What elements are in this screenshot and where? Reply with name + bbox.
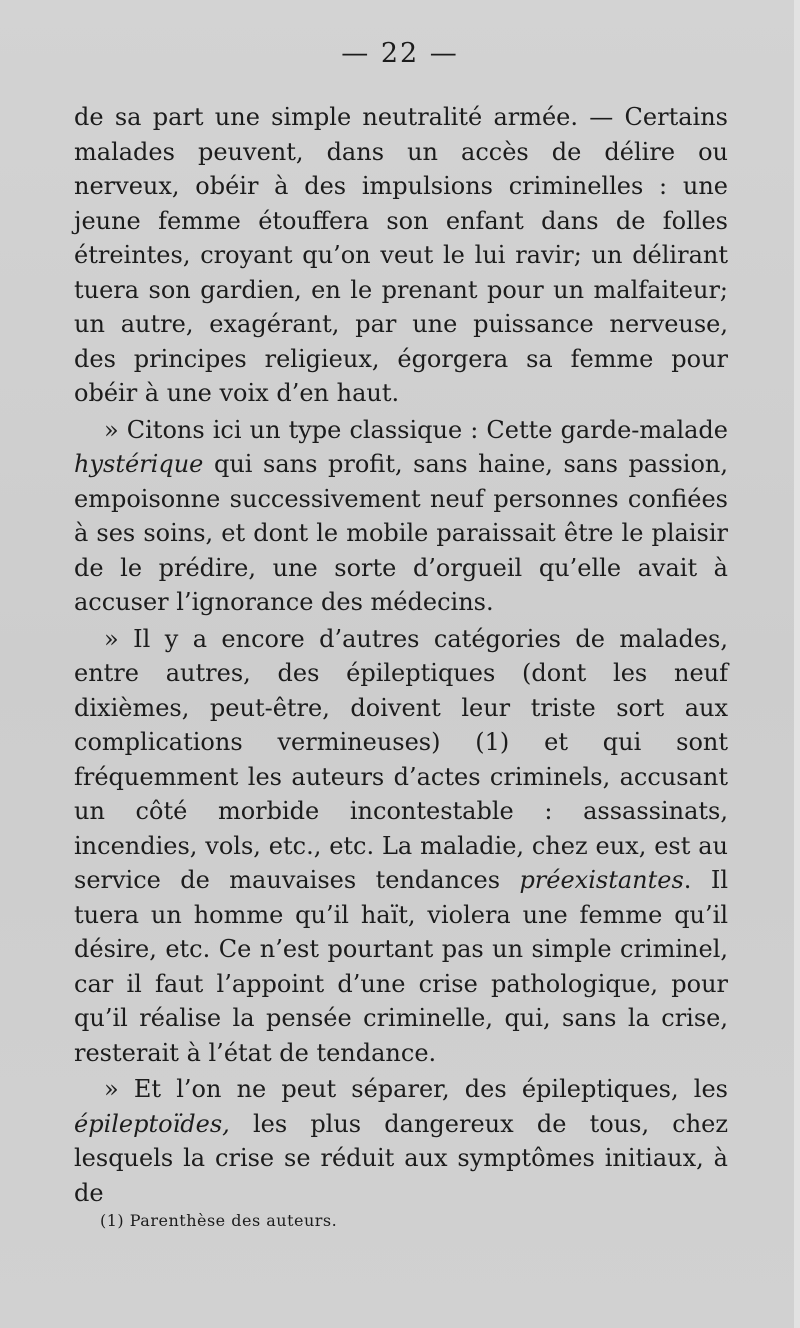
paragraph <box>74 622 728 1071</box>
paragraph <box>74 1072 728 1210</box>
paragraph: de sa part une simple neutralité armée. — Certains malades peuvent, dans un accès de délire ou nerveux, obéir à des impulsions criminelles : une jeune femme étouffera son enfant dans de folles étreintes, croyant qu’on veut le lui ravir; un délirant tuera son gardien, en le prenant pour un malfaiteur; un autre, exagérant, par une puissance nerveuse, des principes religieux, égorgera sa femme pour obéir à une voix d’en haut. <box>74 103 728 407</box>
page-number: — 22 — <box>341 38 459 69</box>
body-text <box>74 100 728 1210</box>
italic-term: préexistantes <box>519 866 684 894</box>
paragraph-text: » Citons ici un type classique : Cette garde-malade <box>104 415 728 444</box>
paragraph <box>74 413 728 620</box>
paragraph-text: . Il tuera un homme qu’il haït, violera une femme qu’il désire, etc. Ce n’est pourtant pas un simple criminel, car il faut l’appoint d’une crise pathologique, pour qu’il réalise la pensée criminelle, qui, sans la crise, resterait à l’état de tendance. <box>74 866 728 1067</box>
italic-term: épileptoïdes, <box>74 1109 230 1138</box>
page-edge <box>794 0 800 1328</box>
footnote: (1) Parenthèse des auteurs. <box>100 1211 338 1230</box>
paragraph-text: qui sans profit, sans haine, sans passion, empoisonne successivement neuf personnes confiées à ses soins, et dont le mobile paraissait être le plaisir de le prédire, une sorte d’orgueil qu’elle avait à accuser l’ignorance des médecins. <box>74 450 728 616</box>
paragraph-text: » Et l’on ne peut séparer, des épileptiques, les <box>104 1075 728 1103</box>
italic-term: hystérique <box>74 450 204 478</box>
paragraph-text: les plus dangereux de tous, chez lesquels la crise se réduit aux symptômes initiaux, à de <box>74 1109 728 1207</box>
paragraph-text: » Il y a encore d’autres catégories de malades, entre autres, des épileptiques (dont les neuf dixièmes, peut-être, doivent leur triste sort aux complications vermineuses) (1) et qui sont fréquemment les auteurs d’actes criminels, accusant un côté morbide incontestable : assassinats, incendies, vols, etc., etc. La maladie, chez eux, est au service de mauvaises tendances <box>74 624 728 894</box>
